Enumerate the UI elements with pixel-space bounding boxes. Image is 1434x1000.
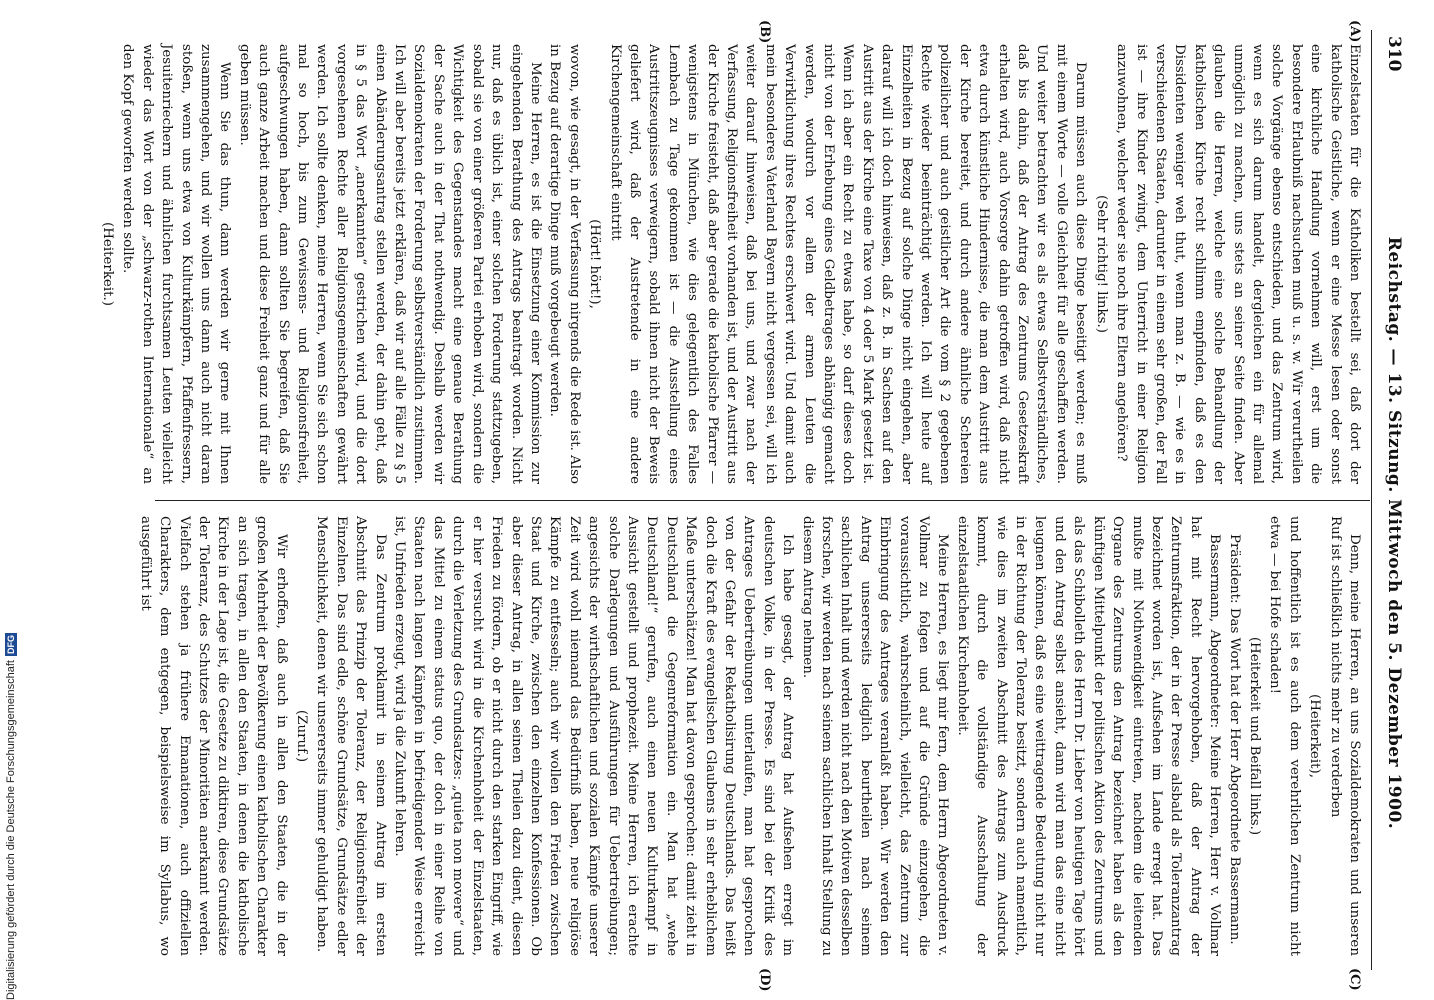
- interjection: (Zuruf.): [294, 709, 310, 763]
- paragraph: Das Zentrum proklamirt in seinem Antrag im ersten Abschnitt das Prinzip der Toleranz, der Religionsfreiheit der Einzelnen. Das sind edle, schöne Grundsätze, Grundsätze edler Menschlichkeit, denen wir unsererseits immer gehuldigt haben.: [314, 516, 388, 956]
- paragraph: Meine Herren, es liegt mir fern, dem Herrn Abgeordneten v. Vollmar zu folgen und auf die Gründe einzugehen, die voraussichtlich, wahrscheinlich, vielleicht, das Zentrum zur Einbringung des Antrages veranlaßt haben. Wir werden den Antrag unsererseits lediglich beurtheilen nach seinem sachlichen Inhalt und werden nicht nach den Motiven desselben forschen, wir werden nach seinem sachlichen Inhalt Stellung zu diesem Antrag nehmen.: [799, 516, 951, 956]
- speaker-paragraph: Präsident: Das Wort hat der Herr Abgeordnete Bassermann.: [1226, 534, 1242, 945]
- page-title: Reichstag. — 13. Sitzung. Mittwoch den 5. Dezember 1900.: [1384, 236, 1404, 830]
- column-separator: [155, 500, 1370, 501]
- page-number: 310: [1384, 36, 1404, 72]
- margin-marker-a: (A): [1347, 20, 1362, 43]
- paragraph: Darum müssen auch diese Dinge beseitigt werden; es muß mit einem Worte — volle Gleichheit für alle geschaffen werden. Und weiter betrachten wir es als etwas Selbstverständliches, daß bis dahin, daß der Antrag des Zentrums Gesetzeskraft erhalten wird, auch Vorsorge dahin getroffen wird, daß nicht etwa durch künstliche Hindernisse, die man dem Austritt aus der Kirche bereitet, und durch andere ähnliche Schereien polizeilicher und auch geistlicher Art die vom § 2 gegebenen Rechte wieder beeinträchtigt werden. Ich will heute auf Einzelheiten in Bezug auf solche Dinge nicht eingehen, aber darauf will ich doch hinweisen, daß z. B. in Sachsen auf den Austritt aus der Kirche eine Taxe von 4 oder 5 Mark gesetzt ist. Wenn ich aber ein Recht zu etwas habe, so darf dieses doch nicht von der Erhebung eines Geldbetrages abhängig gemacht werden, wodurch vor allem der armen Leuten die Verwirklichung ihres Rechtes erschwert wird. Und damit auch mein besonderes Vaterland Bayern nicht vergessen sei, will ich weiter darauf hinweisen, daß bei uns, und zwar nach der Verfassung, Religionsfreiheit vorhanden ist, und der Austritt aus der Kirche freisteht, daß aber gerade die katholische Pfarrer — wenigstens in München, wie dies gelegentlich des Falles Lembach zu Tage gekommen ist — die Ausstellung eines Austrittszeugnisses verweigern, sobald ihnen nicht der Beweis geliefert wird, daß der Austretende in eine andere Kirchengemeinschaft eintritt: [607, 44, 1089, 484]
- interjection: (Heiterkeit.): [100, 222, 115, 306]
- paragraph: Wir erhoffen, daß auch in allen den Staaten, die in der großen Mehrheit der Bevölkerung einen katholischen Charakter an sich tragen, in allen den Staaten, in denen die katholische Kirche in der Lage ist, die Gesetze zu diktiren, diese Grundsätze der Toleranz, des Schutzes der Minoritäten anerkannt werden. Vielfach stehen ja frühere Emanationen, auch offiziellen Charakters, dem entgegen, beispielsweise im Syllabus, wo ausgeführt ist: [137, 516, 289, 956]
- right-column: [135, 516, 1364, 956]
- paragraph: Ich habe gesagt, der Antrag hat Aufsehen erregt im deutschen Volke, in der Presse. Es sind bei der Kritik des Antrages Uebertreibungen unterlaufen, man hat gesprochen von der Gefahr der Rekatholisirung Deutschlands. Das heißt doch die Kraft des evangelischen Glaubens in sehr erheblichem Maße unterschätzen! Man hat davon gesprochen: damit zieht in Deutschland die Gegenreformation ein. Man hat „wehe Deutschland!“ gerufen, auch einen neuen Kulturkampf in Aussicht gestellt und prophezeit. Meine Herren, ich erachte solche Darlegungen und Ausführungen für Uebertreibungen; angesichts der wirthschaftlichen und sozialen Kämpfe unserer Zeit wird wohl niemand das Bedürfniß haben, neue religiöse Kämpfe zu entfesseln; auch wir wollen den Frieden zwischen Staat und Kirche, zwischen den einzelnen Konfessionen. Ob aber dieser Antrag, in allen seinen Theilen dazu dient, diesen Frieden zu fördern, ob er nicht durch den starken Eingriff, wie er hier versucht wird in die Kirchenhoheit der Einzelstaaten, durch die Verletzung des Grundsatzes: „quieta non movere“ und das Mittel zu einem status quo, der doch in einer Reihe von Staaten nach langen Kämpfen in befriedigender Weise erreicht ist, Unfrieden erzeugt, wird ja die Zukunft lehren.: [392, 516, 796, 956]
- interjection: (Heiterkeit und Beifall links.): [1246, 636, 1262, 836]
- left-column: [97, 44, 1364, 484]
- dfg-logo: DFG: [6, 635, 16, 655]
- digitization-credit: [4, 610, 18, 1000]
- paragraph: Einzelstaaten für die Katholiken bestellt sei, daß dort der katholische Geistliche, wenn er eine Messe lesen oder sonst eine kirchliche Handlung vornehmen will, erst um die besondere Erlaubniß nachsuchen muß u. s. w. Wir verurtheilen solche Vorgänge ebenso entschieden, und das Zentrum wird, wenn es sich darum handelt, dergleichen ein für allemal unmöglich zu machen, uns stets an seiner Seite finden. Aber glauben die Herren, welche eine solche Behandlung der katholischen Kirche recht schlimm empfinden, daß es den Dissidenten weniger weh thut, wenn man z. B. — wie es in verschiedenen Staaten, darunter in einem sehr großen, der Fall ist — ihre Kinder zwingt, dem Unterricht in einer Religion anzuwohnen, welcher weder sie noch ihre Eltern angehören?: [1114, 44, 1362, 484]
- paragraph: Meine Herren, es ist die Einsetzung einer Kommission zur eingehenden Berathung des Antrags beantragt worden. Nicht nur, daß es üblich ist, einer solchen Forderung stattzugeben, sobald sie von einer größeren Partei erhoben wird, sondern die Wichtigkeit des Gegenstandes macht eine genaue Berathung der Sache auch in der That nothwendig. Deshalb werden wir Sozialdemokraten der Forderung selbstverständlich zustimmen. Ich will aber bereits jetzt erklären, daß wir auf alle Fälle zu § 5 einen Abänderungsantrag stellen werden, der dahin geht, daß in § 5 das Wort „anerkannten“ gestrichen wird, und die dort vorgesehenen Rechte aller Religionsgemeinschaften gewährt werden. Ich sollte denken, meine Herren, wenn Sie sich schon mal so hoch, bis zum Gewissens- und Religionsfreiheit, aufgeschwungen haben, dann sollten Sie begreifen, daß Sie auch ganze Arbeit machen und diese Freiheit ganz und für alle geben müssen.: [236, 44, 543, 484]
- interjection: (Heiterkeit),: [1307, 694, 1323, 778]
- header-rule: [1371, 30, 1372, 970]
- page-header: [1376, 36, 1412, 960]
- margin-marker-b: (B): [757, 20, 772, 44]
- interjection: (Sehr richtig! links.): [1093, 195, 1109, 333]
- margin-marker-c: (C): [1347, 968, 1362, 991]
- paragraph: Denn, meine Herren, an uns Sozialdemokraten und unseren Ruf ist schließlich nichts mehr zu verderben: [1327, 516, 1362, 956]
- paragraph: Wenn Sie das thun, dann werden wir gerne mit Ihnen zusammengehen, und wir wollen uns dann auch nicht daran stoßen, wenn uns etwa von Kulturkämpfern, Pfaffenfressern, Jesuitenriechern und ähnlichen furchtsamen Leuten vielleicht wieder das Wort von der „schwarz-rothen Internationale“ an den Kopf geworfen werden sollte.: [120, 44, 233, 484]
- paragraph: wovon, wie gesagt, in der Verfassung nirgends die Rede ist. Also in Bezug auf derartige Dinge muß vorgebeugt werden.: [547, 44, 582, 484]
- paragraph: und hoffentlich ist es auch dem verehrlichen Zentrum nicht etwa — bei Hofe schaden!: [1267, 516, 1302, 956]
- margin-marker-d: (D): [757, 968, 772, 992]
- speaker-paragraph: Bassermann, Abgeordneter: Meine Herren, Herr v. Vollmar hat mit Recht hervorgehoben, daß der Antrag der Zentrumsfraktion, der in der Presse alsbald als Toleranzantrag bezeichnet worden ist, Aufsehen im Lande erregt hat. Das mußte mit Nothwendigkeit eintreten, nachdem die leitenden Organe des Zentrums den Antrag bezeichnet haben als den künftigen Mittelpunkt der politischen Aktion des Zentrums und als das Schibolleth des Herrn Dr. Lieber von heutigen Tage hört und den Antrag selbst ansieht, dann wird man das eine nicht leugnen können, daß es eine weittragende Bedeutung nicht nur in der Richtung der Toleranz besitzt, sondern auch namentlich, wie dies im zweiten Abschnitt des Antrags zum Ausdruck kommt, durch die vollständige Ausschaltung der einzelstaatlichen Kirchenhoheit.: [954, 516, 1223, 956]
- interjection: (Hört! hört!),: [587, 219, 603, 309]
- credit-text: Digitalisierung gefördert durch die Deutsche Forschungsgemeinschaft: [5, 660, 17, 1000]
